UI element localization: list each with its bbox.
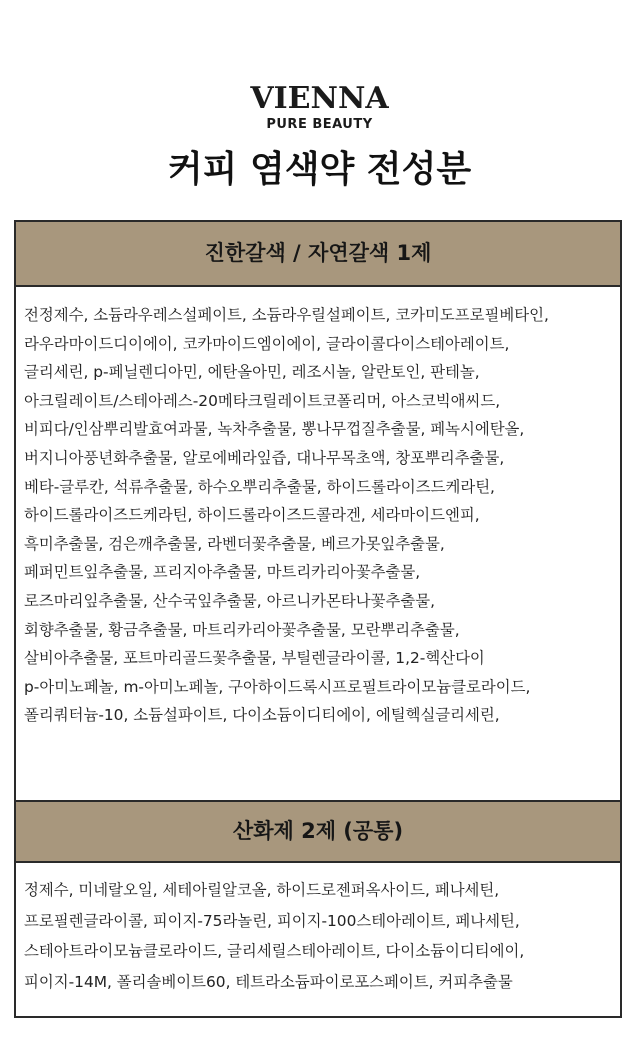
ingredient-line: 스테아트라이모늄클로라이드, 글리세릴스테아레이트, 다이소듐이디티에이, — [24, 942, 525, 960]
ingredient-line: 흑미추출물, 검은깨추출물, 라벤더꽃추출물, 베르가못잎추출물, — [24, 534, 445, 553]
ingredient-line: 피이지-14M, 폴리솔베이트60, 테트라소듐파이로포스페이트, 커피추출물 — [24, 972, 513, 991]
ingredient-line: 폴리쿼터늄-10, 소듐설파이트, 다이소듐이디티에이, 에틸헥실글리세린, — [24, 706, 500, 725]
ingredient-line: 베타-글루칸, 석류추출물, 하수오뿌리추출물, 하이드롤라이즈드케라틴, — [24, 477, 495, 496]
ingredient-line: 페퍼민트잎추출물, 프리지아추출물, 마트리카리아꽃추출물, — [24, 563, 421, 582]
ingredient-line: 회향추출물, 황금추출물, 마트리카리아꽃추출물, 모란뿌리추출물, — [24, 620, 460, 639]
ingredient-line: 살비아추출물, 포트마리골드꽃추출물, 부틸렌글라이콜, 1,2-헥산다이 — [24, 649, 485, 668]
section-body-oxidizer — [16, 863, 620, 1016]
ingredient-line: 하이드롤라이즈드케라틴, 하이드롤라이즈드콜라겐, 세라마이드엔피, — [24, 506, 480, 525]
ingredients-table — [14, 220, 622, 1018]
brand-logo-name: VIENNA — [250, 81, 389, 116]
ingredient-line: p-아미노페놀, m-아미노페놀, 구아하이드록시프로필트라이모늄클로라이드, — [24, 677, 531, 696]
section-header-dye: 진한갈색 / 자연갈색 1제 — [16, 222, 620, 287]
section-header-oxidizer: 산화제 2제 (공통) — [16, 800, 620, 863]
ingredient-line: 라우라마이드디이에이, 코카마이드엠이에이, 글라이콜다이스테아레이트, — [24, 334, 510, 353]
ingredient-line: 전정제수, 소듐라우레스설페이트, 소듐라우릴설페이트, 코카미도프로필베타인, — [24, 306, 549, 324]
page-title: 커피 염색약 전성분 — [167, 149, 472, 190]
ingredient-line: 정제수, 미네랄오일, 세테아릴알코올, 하이드로젠퍼옥사이드, 페나세틴, — [24, 881, 500, 899]
ingredient-line: 아크릴레이트/스테아레스-20메타크릴레이트코폴리머, 아스코빅애씨드, — [24, 391, 501, 410]
ingredient-line: 버지니아풍년화추출물, 알로에베라잎즙, 대나무목초액, 창포뿌리추출물, — [24, 448, 505, 467]
section-body-dye — [16, 287, 620, 800]
ingredient-line: 글리세린, p-페닐렌디아민, 에탄올아민, 레조시놀, 알란토인, 판테놀, — [24, 363, 480, 382]
brand-logo-tagline: PURE BEAUTY — [266, 117, 373, 132]
ingredient-line: 비피다/인삼뿌리발효여과물, 녹차추출물, 뽕나무껍질추출물, 페녹시에탄올, — [24, 420, 525, 439]
ingredient-line: 로즈마리잎추출물, 산수국잎추출물, 아르니카몬타나꽃추출물, — [24, 591, 436, 610]
ingredient-line: 프로필렌글라이콜, 피이지-75라놀린, 피이지-100스테아레이트, 페나세틴, — [24, 911, 520, 930]
